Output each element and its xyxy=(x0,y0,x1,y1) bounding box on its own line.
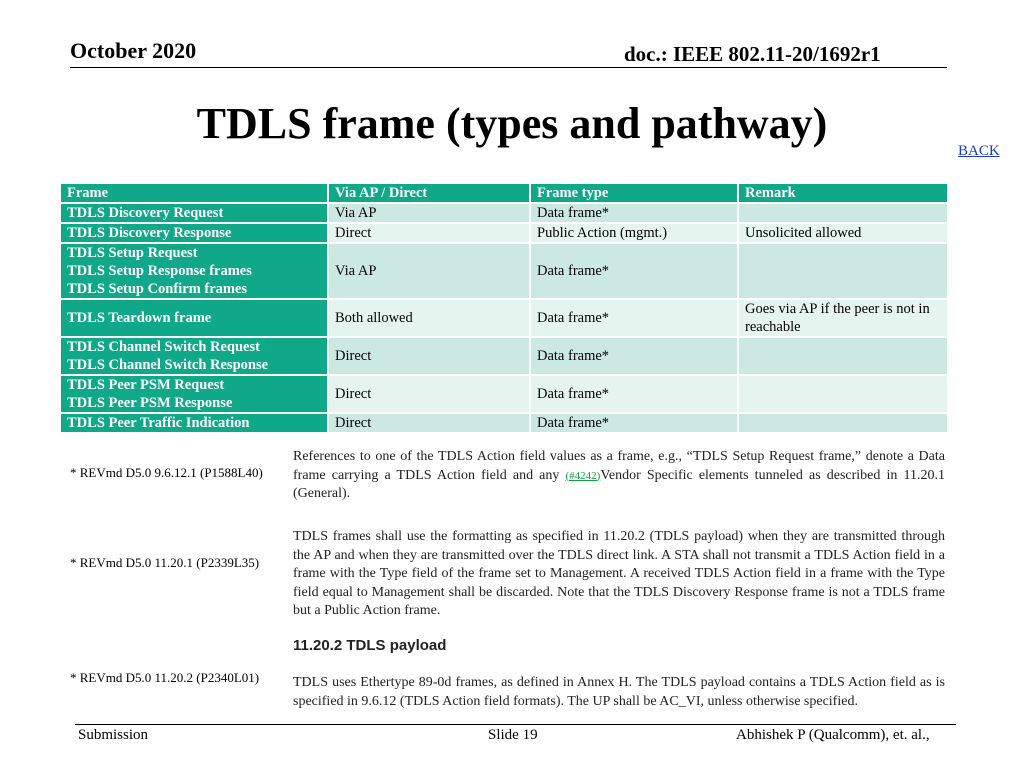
remark-cell: Unsolicited allowed xyxy=(738,223,948,243)
frame-type-cell: Public Action (mgmt.) xyxy=(530,223,738,243)
table-row xyxy=(60,223,948,243)
column-header-frame: Frame xyxy=(60,183,328,203)
frame-name: TDLS Setup Confirm frames xyxy=(67,281,248,297)
frame-name: TDLS Discovery Request xyxy=(67,205,224,221)
header-date: October 2020 xyxy=(70,38,197,63)
frame-name: TDLS Channel Switch Response xyxy=(67,357,269,373)
frame-type-cell: Data frame* xyxy=(530,243,738,299)
frame-type-cell: Data frame* xyxy=(530,337,738,375)
via-cell: Direct xyxy=(328,337,530,375)
header-doc-id: doc.: IEEE 802.11-20/1692r1 xyxy=(624,42,881,66)
column-header-remark: Remark xyxy=(738,183,948,203)
remark-cell xyxy=(738,243,948,299)
table-row xyxy=(60,203,948,223)
frame-name: TDLS Teardown frame xyxy=(67,310,212,326)
back-link[interactable]: BACK xyxy=(958,143,1000,159)
frame-type-cell: Data frame* xyxy=(530,203,738,223)
reference-label: * REVmd D5.0 9.6.12.1 (P1588L40) xyxy=(70,465,263,480)
frame-name: TDLS Setup Response frames xyxy=(67,263,252,279)
frame-cell xyxy=(60,413,328,433)
table-row xyxy=(60,299,948,337)
column-header-via: Via AP / Direct xyxy=(328,183,530,203)
reference-text: Vendor Specific elements tunneled as described in 11.20.1 (General). xyxy=(293,467,945,501)
frame-cell xyxy=(60,375,328,413)
frame-type-cell: Data frame* xyxy=(530,413,738,433)
frame-cell xyxy=(60,299,328,337)
footer-slide-number: Slide 19 xyxy=(488,727,538,743)
via-cell: Direct xyxy=(328,375,530,413)
via-cell: Direct xyxy=(328,223,530,243)
frame-cell xyxy=(60,203,328,223)
reference-excerpt: TDLS uses Ethertype 89-0d frames, as defined in Annex H. The TDLS payload contains a TDLS Action field as is specified in 9.6.12 (TDLS Action field formats). The UP shall be AC_VI, unless otherwise specified. xyxy=(293,675,945,709)
frame-name: TDLS Discovery Response xyxy=(67,225,232,241)
slide-title: TDLS frame (types and pathway) xyxy=(196,99,828,148)
table-row xyxy=(60,375,948,413)
reference-heading: 11.20.2 TDLS payload xyxy=(293,637,447,654)
column-header-frame-type: Frame type xyxy=(530,183,738,203)
comment-ref-link[interactable]: (#4242) xyxy=(565,469,601,482)
footer-rule xyxy=(75,724,956,725)
table-header-row xyxy=(60,183,948,203)
remark-cell xyxy=(738,337,948,375)
frame-name: TDLS Channel Switch Request xyxy=(67,339,260,355)
via-cell: Via AP xyxy=(328,203,530,223)
frame-cell xyxy=(60,223,328,243)
table-row xyxy=(60,413,948,433)
header-rule xyxy=(70,67,947,68)
table-row xyxy=(60,243,948,299)
frame-cell xyxy=(60,243,328,299)
reference-excerpt: TDLS frames shall use the formatting as specified in 11.20.2 (TDLS payload) when they are transmitted through the AP and when they are transmitted over the TDLS direct link. A STA shall not transmit a TDLS Action field in a frame with the Type field of the frame set to Management. A received TDLS Action field in a frame with the Type field equal to Management shall be discarded. Note that the TDLS Discovery Response frame is not a TDLS frame but a Public Action frame. xyxy=(293,529,945,618)
frame-type-cell: Data frame* xyxy=(530,299,738,337)
reference-text: References to one of the TDLS Action field values as a frame, e.g., “TDLS Setup Request frame,” denote a Data frame carrying a TDLS Action field and any xyxy=(293,449,945,483)
frame-name: TDLS Setup Request xyxy=(67,245,198,261)
frame-type-cell: Data frame* xyxy=(530,375,738,413)
tdls-frame-table xyxy=(59,182,949,434)
via-cell: Both allowed xyxy=(328,299,530,337)
remark-cell xyxy=(738,413,948,433)
via-cell: Via AP xyxy=(328,243,530,299)
frame-name: TDLS Peer Traffic Indication xyxy=(67,415,250,431)
footer-submission: Submission xyxy=(78,727,149,743)
reference-excerpt xyxy=(293,448,945,504)
remark-cell: Goes via AP if the peer is not in reachable xyxy=(738,299,948,337)
frame-cell xyxy=(60,337,328,375)
frame-name: TDLS Peer PSM Response xyxy=(67,395,233,411)
remark-cell xyxy=(738,375,948,413)
frame-name: TDLS Peer PSM Request xyxy=(67,377,225,393)
remark-cell xyxy=(738,203,948,223)
footer-authors: Abhishek P (Qualcomm), et. al., xyxy=(736,727,930,743)
via-cell: Direct xyxy=(328,413,530,433)
reference-label: * REVmd D5.0 11.20.2 (P2340L01) xyxy=(70,670,260,685)
table-row xyxy=(60,337,948,375)
reference-label: * REVmd D5.0 11.20.1 (P2339L35) xyxy=(70,555,260,570)
